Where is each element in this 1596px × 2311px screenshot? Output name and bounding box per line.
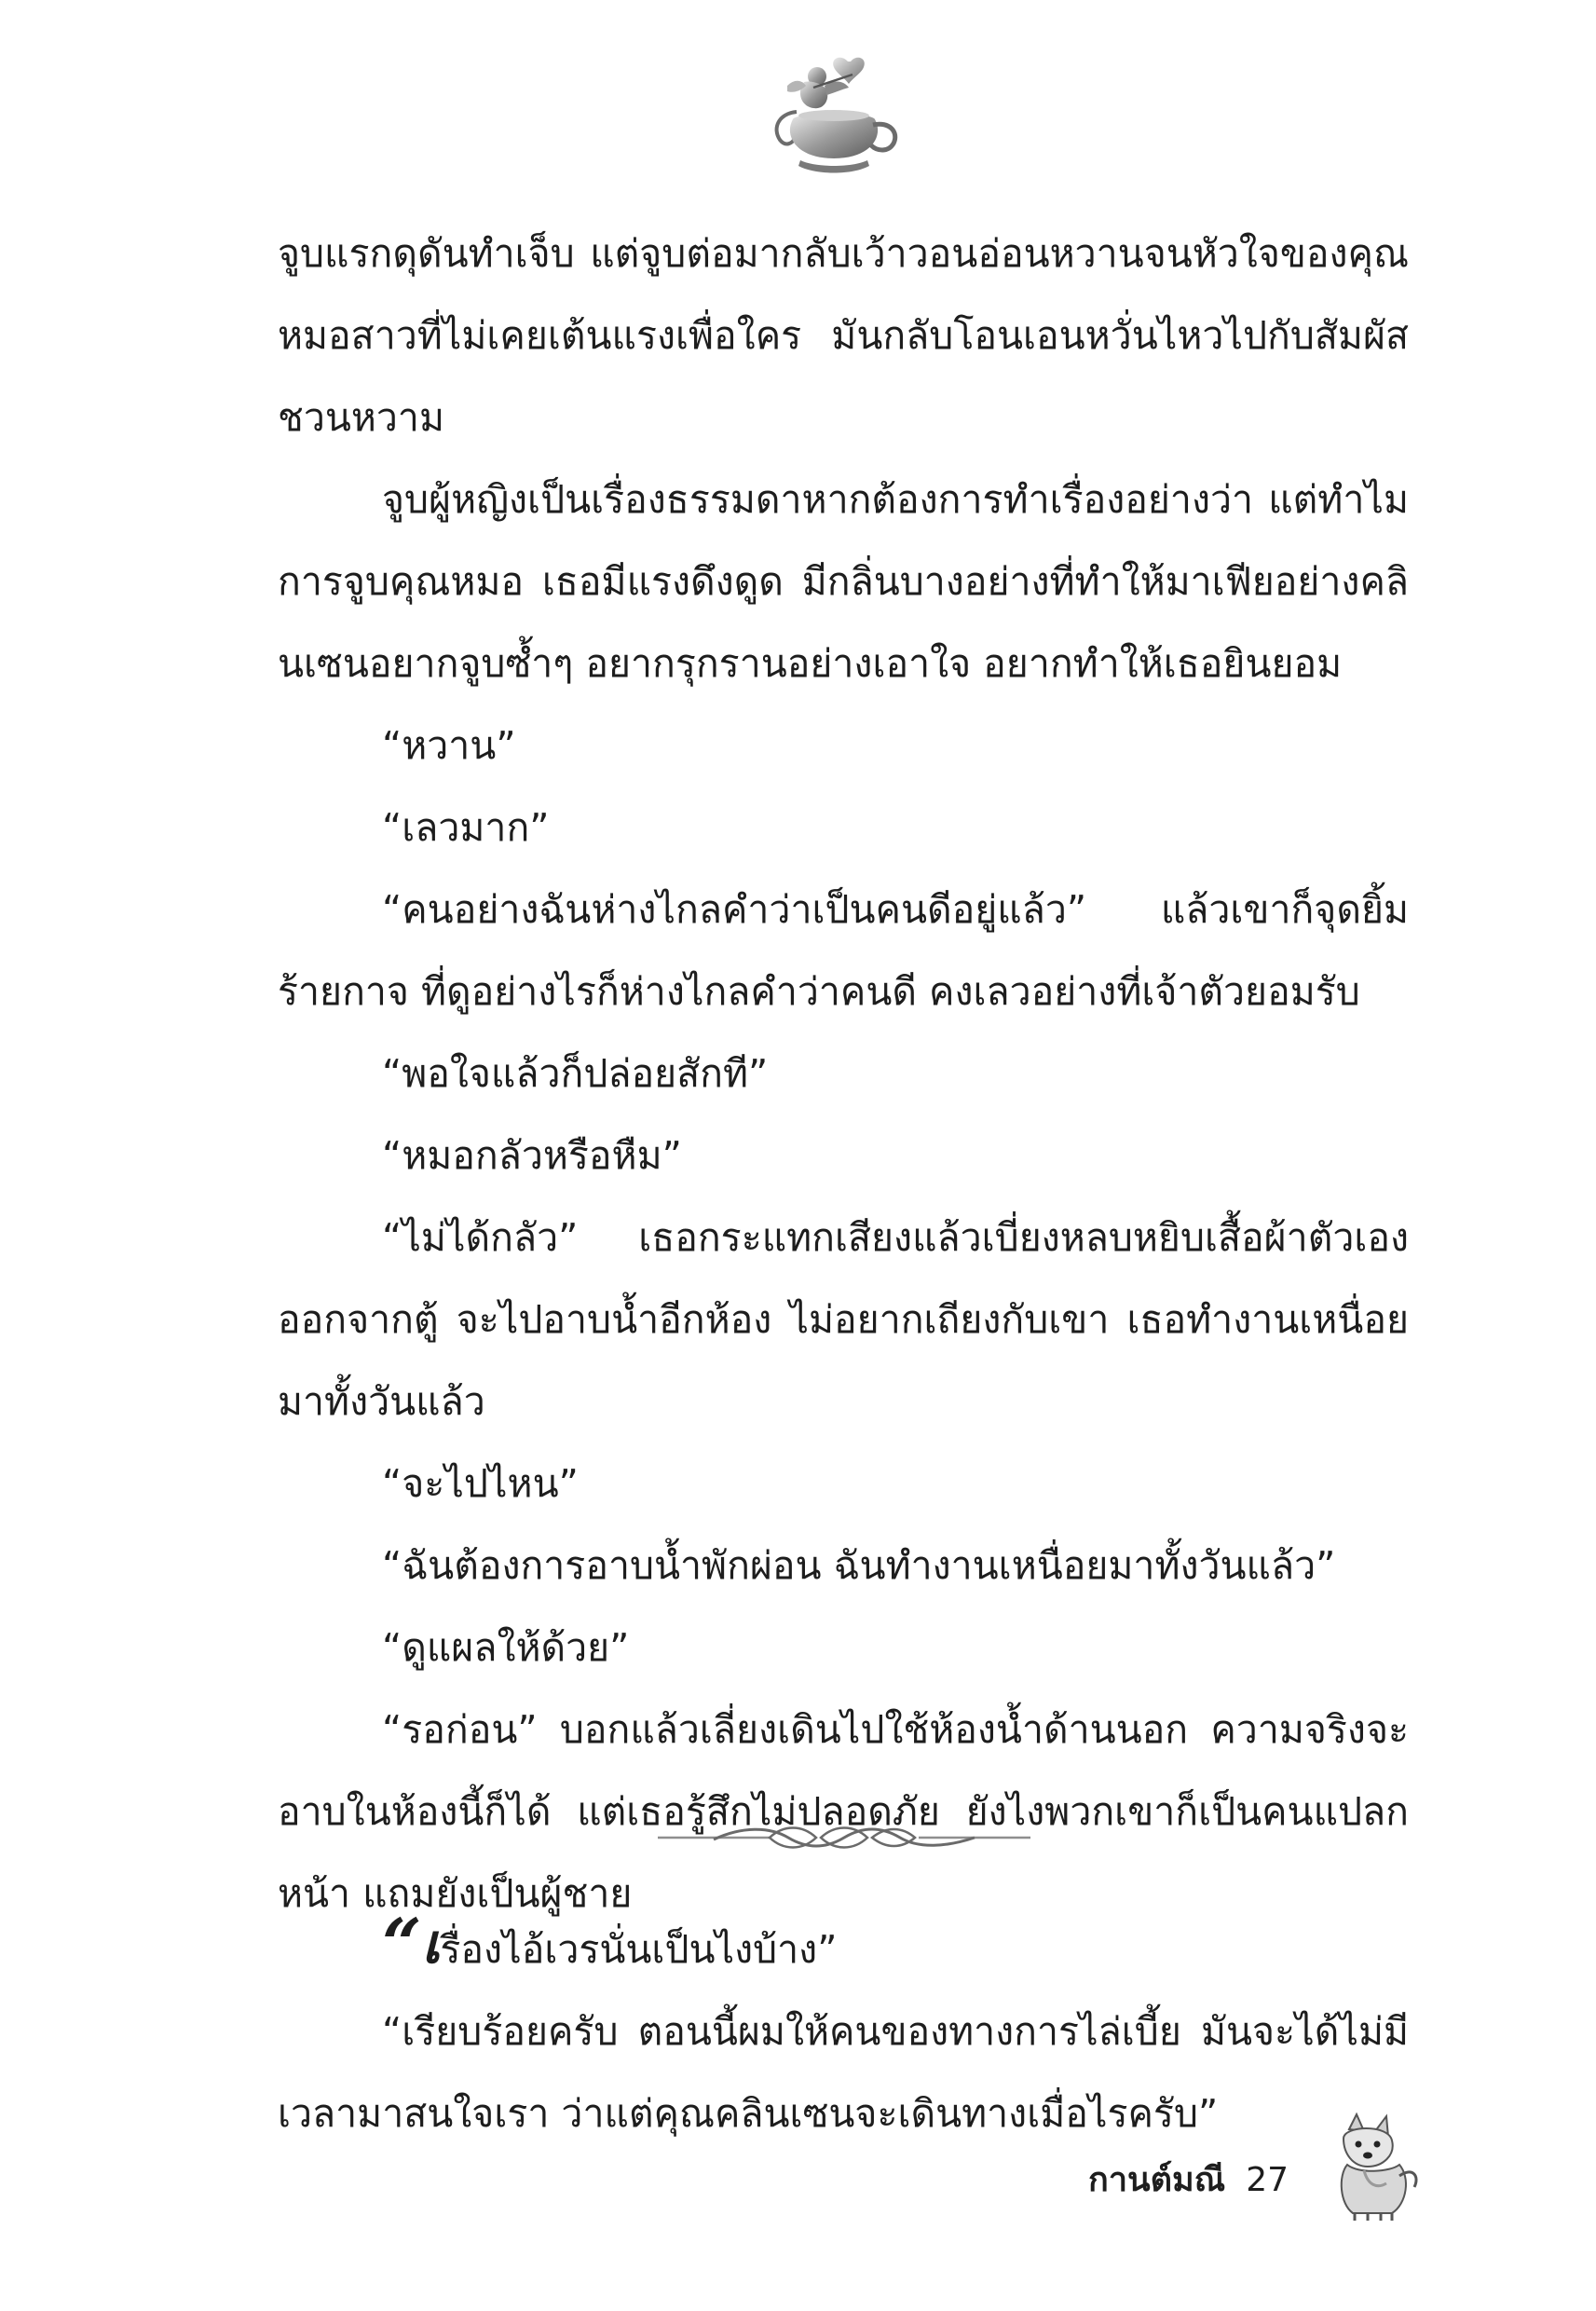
section-opening-paragraph (278, 1905, 1409, 1990)
paragraph: “พอใจแล้วก็ปล่อยสักที” (382, 1051, 769, 1096)
paragraph: “เลวมาก” (382, 805, 550, 850)
paragraph: “จะไปไหน” (382, 1461, 579, 1506)
paragraph: จูบผู้หญิงเป็นเรื่องธรรมดาหากต้องการทำเรื่องอย่างว่า แต่ทำไมการจูบคุณหมอ เธอมีแรงดึงดูด มีกลิ่นบางอย่างที่ทำให้มาเฟียอย่างคลินเซนอยากจูบซ้ำๆ อยากรุกรานอย่างเอาใจ อยากทำให้เธอยินยอม (278, 477, 1409, 686)
corgi-dog-icon (1321, 2111, 1424, 2222)
book-title: กานต์มณี (1088, 2161, 1226, 2199)
flourish-divider-icon (658, 1819, 1030, 1856)
paragraph: “หมอกลัวหรือหืม” (382, 1133, 682, 1178)
section-two-text (278, 1905, 1409, 2154)
opening-line-rest: รื่องไอ้เวรนั่นเป็นไงบ้าง” (440, 1927, 838, 1972)
paragraph: “รอก่อน” บอกแล้วเลี่ยงเดินไปใช้ห้องน้ำด้านนอก ความจริงจะอาบในห้องนี้ก็ได้ แต่เธอรู้สึกไม่ปลอดภัย ยังไงพวกเขาก็เป็นคนแปลกหน้า แถมยังเป็นผู้ชาย (278, 1707, 1409, 1916)
paragraph: “หวาน” (382, 723, 516, 768)
paragraph: “ไม่ได้กลัว” เธอกระแทกเสียงแล้วเบี่ยงหลบหยิบเสื้อผ้าตัวเองออกจากตู้ จะไปอาบน้ำอีกห้อง ไม่อยากเถียงกับเขา เธอทำงานเหนื่อยมาทั้งวันแล้ว (278, 1215, 1409, 1424)
paragraph: “เรียบร้อยครับ ตอนนี้ผมให้คนของทางการไล่เบี้ย มันจะได้ไม่มีเวลามาสนใจเรา ว่าแต่คุณคลินเซนจะเดินทางเมื่อไรครับ” (278, 2009, 1409, 2136)
page-number: 27 (1246, 2161, 1289, 2199)
dropcap-quote: “ (382, 1905, 422, 1985)
cupid-teapot-ornament-icon (759, 54, 908, 185)
page-footer (1088, 2157, 1289, 2204)
dropcap-letter: เ (421, 1912, 441, 1976)
body-text (278, 212, 1409, 1935)
paragraph: จูบแรกดุดันทำเจ็บ แต่จูบต่อมากลับเว้าวอนอ่อนหวานจนหัวใจของคุณหมอสาวที่ไม่เคยเต้นแรงเพื่อใคร มันกลับโอนเอนหวั่นไหวไปกับสัมผัสชวนหวาม (278, 231, 1409, 440)
paragraph: “ดูแผลให้ด้วย” (382, 1625, 630, 1670)
paragraph: “ฉันต้องการอาบน้ำพักผ่อน ฉันทำงานเหนื่อยมาทั้งวันแล้ว” (382, 1543, 1336, 1588)
paragraph: “คนอย่างฉันห่างไกลคำว่าเป็นคนดีอยู่แล้ว” แล้วเขาก็จุดยิ้มร้ายกาจ ที่ดูอย่างไรก็ห่างไกลคำว่าคนดี คงเลวอย่างที่เจ้าตัวยอมรับ (278, 887, 1409, 1014)
